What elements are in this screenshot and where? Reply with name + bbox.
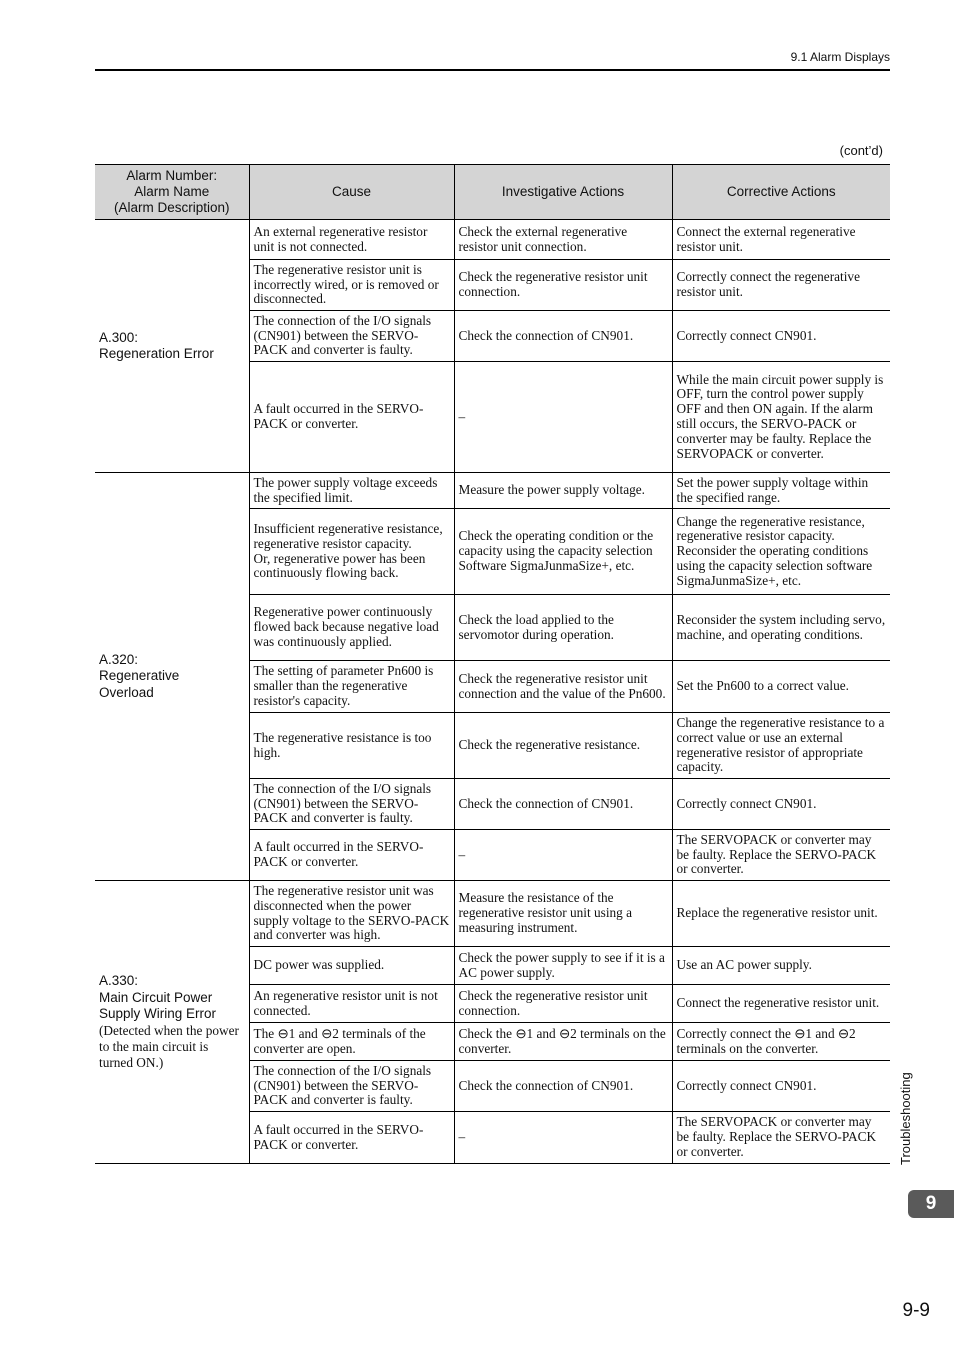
- cause-cell: The regenerative resistance is too high.: [249, 713, 454, 779]
- cause-cell: The ⊖1 and ⊖2 terminals of the converter are open.: [249, 1023, 454, 1061]
- continued-label: (cont’d): [839, 143, 883, 158]
- corrective-cell: Set the power supply voltage within the specified range.: [672, 473, 890, 509]
- corrective-cell: Correctly connect CN901.: [672, 1061, 890, 1112]
- investigative-cell: Check the regenerative resistor unit connection and the value of the Pn600.: [454, 661, 672, 713]
- table-row: [95, 881, 890, 947]
- cause-cell: The regenerative resistor unit is incorrectly wired, or is removed or disconnected.: [249, 260, 454, 311]
- alarm-table: [95, 164, 890, 1164]
- cause-cell: A fault occurred in the SERVO-PACK or converter.: [249, 1112, 454, 1164]
- chapter-tab: 9: [908, 1190, 954, 1218]
- investigative-cell: Check the operating condition or the capacity using the capacity selection Software SigmaJunmaSize+, etc.: [454, 509, 672, 595]
- investigative-cell: Check the regenerative resistor unit connection.: [454, 260, 672, 311]
- cause-cell: A fault occurred in the SERVO-PACK or converter.: [249, 830, 454, 881]
- cause-cell: Insufficient regenerative resistance, regenerative resistor capacity. Or, regenerative power has been continuously flowing back.: [249, 509, 454, 595]
- cause-cell: The connection of the I/O signals (CN901) between the SERVO-PACK and converter is faulty.: [249, 311, 454, 362]
- alarm-name: A.300: Regeneration Error: [99, 329, 214, 361]
- corrective-cell: Correctly connect the regenerative resistor unit.: [672, 260, 890, 311]
- table-header-row: [95, 165, 890, 220]
- corrective-cell: The SERVOPACK or converter may be faulty. Replace the SERVO-PACK or converter.: [672, 830, 890, 881]
- corrective-cell: Correctly connect the ⊖1 and ⊖2 terminals on the converter.: [672, 1023, 890, 1061]
- section-header: 9.1 Alarm Displays: [790, 50, 890, 64]
- alarm-name: A.330: Main Circuit Power Supply Wiring Error: [99, 973, 217, 1022]
- cause-cell: The regenerative resistor unit was disconnected when the power supply voltage to the SERVO-PACK and converter was high.: [249, 881, 454, 947]
- table-row: [95, 473, 890, 509]
- page-number: 9-9: [902, 1300, 930, 1321]
- corrective-cell: Use an AC power supply.: [672, 947, 890, 985]
- corrective-cell: Correctly connect CN901.: [672, 779, 890, 830]
- corrective-cell: Correctly connect CN901.: [672, 311, 890, 362]
- cause-cell: A fault occurred in the SERVO-PACK or converter.: [249, 362, 454, 473]
- investigative-cell: Check the connection of CN901.: [454, 311, 672, 362]
- investigative-cell: Check the connection of CN901.: [454, 1061, 672, 1112]
- corrective-cell: Replace the regenerative resistor unit.: [672, 881, 890, 947]
- investigative-cell: –: [454, 1112, 672, 1164]
- corrective-cell: While the main circuit power supply is OFF, turn the control power supply OFF and then ON again. If the alarm still occurs, the SERVO-PACK or converter may be faulty. Replace the SERVOPACK or converter.: [672, 362, 890, 473]
- cause-cell: The connection of the I/O signals (CN901) between the SERVO-PACK and converter is faulty.: [249, 779, 454, 830]
- investigative-cell: Check the connection of CN901.: [454, 779, 672, 830]
- alarm-name: A.320: Regenerative Overload: [99, 651, 180, 700]
- cause-cell: The setting of parameter Pn600 is smaller than the regenerative resistor's capacity.: [249, 661, 454, 713]
- table-row: [95, 220, 890, 260]
- investigative-cell: Check the regenerative resistance.: [454, 713, 672, 779]
- cause-cell: Regenerative power continuously flowed back because negative load was continuously applied.: [249, 595, 454, 661]
- col-header-corrective: Corrective Actions: [672, 165, 890, 220]
- alarm-cell: [95, 881, 249, 1164]
- investigative-cell: Check the power supply to see if it is a AC power supply.: [454, 947, 672, 985]
- section-side-label: Troubleshooting: [898, 1072, 913, 1165]
- corrective-cell: Change the regenerative resistance to a correct value or use an external regenerative resistor of appropriate capacity.: [672, 713, 890, 779]
- cause-cell: DC power was supplied.: [249, 947, 454, 985]
- cause-cell: An regenerative resistor unit is not connected.: [249, 985, 454, 1023]
- corrective-cell: Connect the regenerative resistor unit.: [672, 985, 890, 1023]
- cause-cell: An external regenerative resistor unit is not connected.: [249, 220, 454, 260]
- cause-cell: The connection of the I/O signals (CN901) between the SERVO-PACK and converter is faulty.: [249, 1061, 454, 1112]
- col-header-investigative: Investigative Actions: [454, 165, 672, 220]
- corrective-cell: Reconsider the system including servo, machine, and operating conditions.: [672, 595, 890, 661]
- investigative-cell: Measure the power supply voltage.: [454, 473, 672, 509]
- investigative-cell: Check the ⊖1 and ⊖2 terminals on the converter.: [454, 1023, 672, 1061]
- investigative-cell: Measure the resistance of the regenerative resistor unit using a measuring instrument.: [454, 881, 672, 947]
- investigative-cell: –: [454, 362, 672, 473]
- corrective-cell: The SERVOPACK or converter may be faulty. Replace the SERVO-PACK or converter.: [672, 1112, 890, 1164]
- corrective-cell: Change the regenerative resistance, regenerative resistor capacity. Reconsider the operating conditions using the capacity selection software SigmaJunmaSize+, etc.: [672, 509, 890, 595]
- investigative-cell: –: [454, 830, 672, 881]
- investigative-cell: Check the regenerative resistor unit connection.: [454, 985, 672, 1023]
- alarm-cell: [95, 220, 249, 473]
- corrective-cell: Set the Pn600 to a correct value.: [672, 661, 890, 713]
- cause-cell: The power supply voltage exceeds the specified limit.: [249, 473, 454, 509]
- header-rule: [95, 69, 890, 71]
- corrective-cell: Connect the external regenerative resistor unit.: [672, 220, 890, 260]
- alarm-note: (Detected when the power to the main circuit is turned ON.): [99, 1022, 239, 1070]
- investigative-cell: Check the external regenerative resistor unit connection.: [454, 220, 672, 260]
- investigative-cell: Check the load applied to the servomotor during operation.: [454, 595, 672, 661]
- alarm-cell: [95, 473, 249, 881]
- col-header-cause: Cause: [249, 165, 454, 220]
- col-header-alarm: Alarm Number: Alarm Name (Alarm Description): [95, 165, 249, 220]
